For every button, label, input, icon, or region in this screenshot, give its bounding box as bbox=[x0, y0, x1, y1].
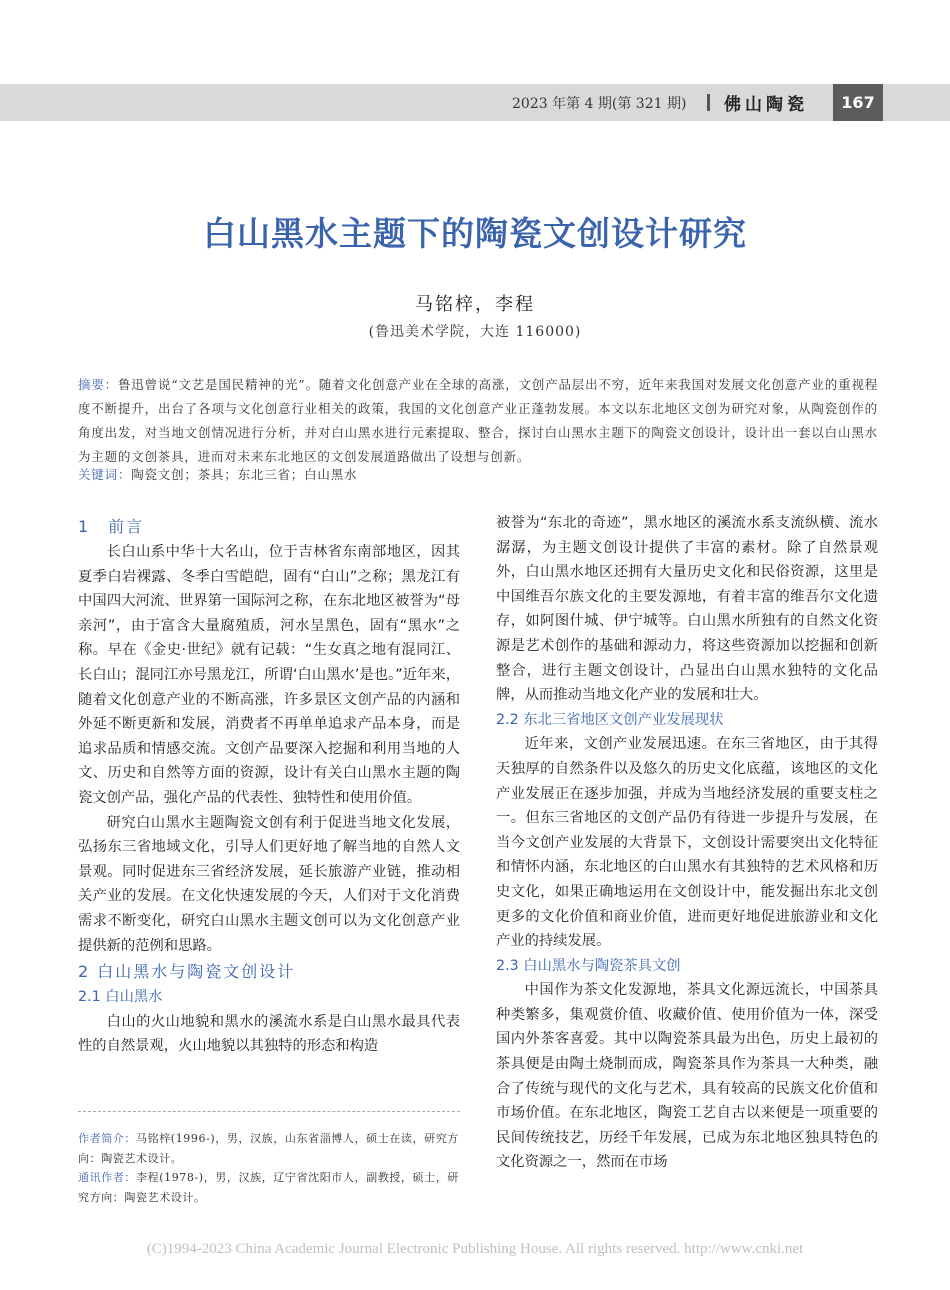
right-column bbox=[496, 511, 878, 1175]
paragraph: 中国作为茶文化发源地，茶具文化源远流长，中国茶具种类繁多，集观赏价值、收藏价值、使用价值为一体，深受国内外茶客喜爱。其中以陶瓷茶具最为出色，历史上最初的茶具便是由陶土烧制而成，陶瓷茶具作为茶具一大种类，融合了传统与现代的文化与艺术，具有较高的民族文化价值和市场价值。在东北地区，陶瓷工艺自古以来便是一项重要的民间传统技艺，历经千年发展，已成为东北地区独具特色的文化资源之一，然而在市场 bbox=[496, 982, 878, 1171]
section-2-3-heading: 2.3 白山黑水与陶瓷茶具文创 bbox=[496, 957, 681, 974]
affiliation: (鲁迅美术学院，大连 116000) bbox=[368, 324, 582, 340]
authors: 马铭梓，李程 bbox=[415, 294, 535, 315]
keywords bbox=[78, 463, 878, 487]
section-2-heading: 2 白山黑水与陶瓷文创设计 bbox=[78, 962, 296, 982]
footnote-corresponding-label: 通讯作者： bbox=[78, 1171, 136, 1184]
paragraph: 被誉为“东北的奇迹”，黑水地区的溪流水系支流纵横、流水潺潺，为主题文创设计提供了丰富的素材。除了自然景观外，白山黑水地区还拥有大量历史文化和民俗资源，这里是中国维吾尔族文化的主要发源地，有着丰富的维吾尔文化遗存，如阿图什城、伊宁城等。白山黑水所独有的自然文化资源是艺术创作的基础和源动力，将这些资源加以挖掘和创新整合，进行主题文创设计，凸显出白山黑水独特的文化品牌，从而推动当地文化产业的发展和壮大。 bbox=[496, 515, 878, 704]
section-2-1-heading: 2.1 白山黑水 bbox=[78, 989, 163, 1006]
header-divider bbox=[707, 94, 710, 111]
keywords-label: 关键词： bbox=[78, 467, 132, 482]
paragraph: 长白山系中华十大名山，位于吉林省东南部地区，因其夏季白岩裸露、冬季白雪皑皑，固有“白山”之称；黑龙江有中国四大河流、世界第一国际河之称，在东北地区被誉为“母亲河”，由于富含大量腐殖质，河水呈黑色，固有“黑水”之称。早在《金史·世纪》就有记载：“生女真之地有混同江、长白山；混同江亦号黑龙江，所谓‘白山黑水’是也。”近年来，随着文化创意产业的不断高涨，许多景区文创产品的内涵和外延不断更新和发展，消费者不再单单追求产品本身，而是追求品质和情感交流。文创产品要深入挖掘和利用当地的人文、历史和自然等方面的资源，设计有关白山黑水主题的陶瓷文创产品，强化产品的代表性、独特性和使用价值。 bbox=[78, 544, 460, 806]
left-column bbox=[78, 513, 460, 1059]
section-2-2-heading: 2.2 东北三省地区文创产业发展现状 bbox=[496, 711, 724, 728]
abstract bbox=[78, 373, 878, 469]
abstract-text: 鲁迅曾说“文艺是国民精神的光”。随着文化创意产业在全球的高涨，文创产品层出不穷，近年来我国对发展文化创意产业的重视程度不断提升，出台了各项与文化创意行业相关的政策，我国的文化创意产业正蓬勃发展。本文以东北地区文创为研究对象，从陶瓷创作的角度出发，对当地文创情况进行分析，并对白山黑水进行元素提取、整合，探讨白山黑水主题下的陶瓷文创设计，设计出一套以白山黑水为主题的文创茶具，进而对未来东北地区的文创发展道路做出了设想与创新。 bbox=[78, 377, 878, 464]
journal-issue: 2023 年第 4 期(第 321 期) bbox=[512, 96, 687, 112]
copyright-footer: (C)1994-2023 China Academic Journal Electronic Publishing House. All rights reserved. http://www.cnki.net bbox=[146, 1241, 804, 1257]
paragraph: 白山的火山地貌和黑水的溪流水系是白山黑水最具代表性的自然景观，火山地貌以其独特的形态和构造 bbox=[78, 1013, 460, 1055]
footnote-author bbox=[78, 1129, 460, 1168]
abstract-label: 摘要： bbox=[78, 377, 118, 392]
footnote-corresponding bbox=[78, 1168, 460, 1207]
paragraph: 近年来，文创产业发展迅速。在东三省地区，由于其得天独厚的自然条件以及悠久的历史文化底蕴，该地区的文化产业发展正在逐步加强，并成为当地经济发展的重要支柱之一。但东三省地区的文创产品仍有待进一步提升与发展，在当今文创产业发展的大背景下，文创设计需要突出文化特征和情怀内涵，东北地区的白山黑水有其独特的艺术风格和历史文化，如果正确地运用在文创设计中，能发掘出东北文创更多的文化价值和商业价值，进而更好地促进旅游业和文化产业的持续发展。 bbox=[496, 736, 878, 950]
footnote-author-text: 马铭梓(1996-)，男，汉族，山东省淄博人，硕士在读，研究方向：陶瓷艺术设计。 bbox=[78, 1132, 459, 1165]
footnote-divider bbox=[78, 1111, 460, 1112]
article-title: 白山黑水主题下的陶瓷文创设计研究 bbox=[203, 214, 747, 253]
page-number: 167 bbox=[833, 84, 883, 121]
keywords-text: 陶瓷文创；茶具；东北三省；白山黑水 bbox=[131, 467, 358, 482]
section-1-heading: 1 前言 bbox=[78, 517, 145, 536]
journal-name: 佛山陶瓷 bbox=[724, 95, 808, 115]
footnote-author-label: 作者简介： bbox=[78, 1132, 136, 1145]
footnotes bbox=[78, 1129, 460, 1207]
footnote-corresponding-text: 李程(1978-)，男，汉族，辽宁省沈阳市人，副教授，硕士，研究方向：陶瓷艺术设计。 bbox=[78, 1171, 459, 1204]
paragraph: 研究白山黑水主题陶瓷文创有利于促进当地文化发展，弘扬东三省地域文化，引导人们更好地了解当地的自然人文景观。同时促进东三省经济发展，延长旅游产业链，推动相关产业的发展。在文化快速发展的今天，人们对于文化消费需求不断变化，研究白山黑水主题文创可以为文化创意产业提供新的范例和思路。 bbox=[78, 814, 460, 954]
